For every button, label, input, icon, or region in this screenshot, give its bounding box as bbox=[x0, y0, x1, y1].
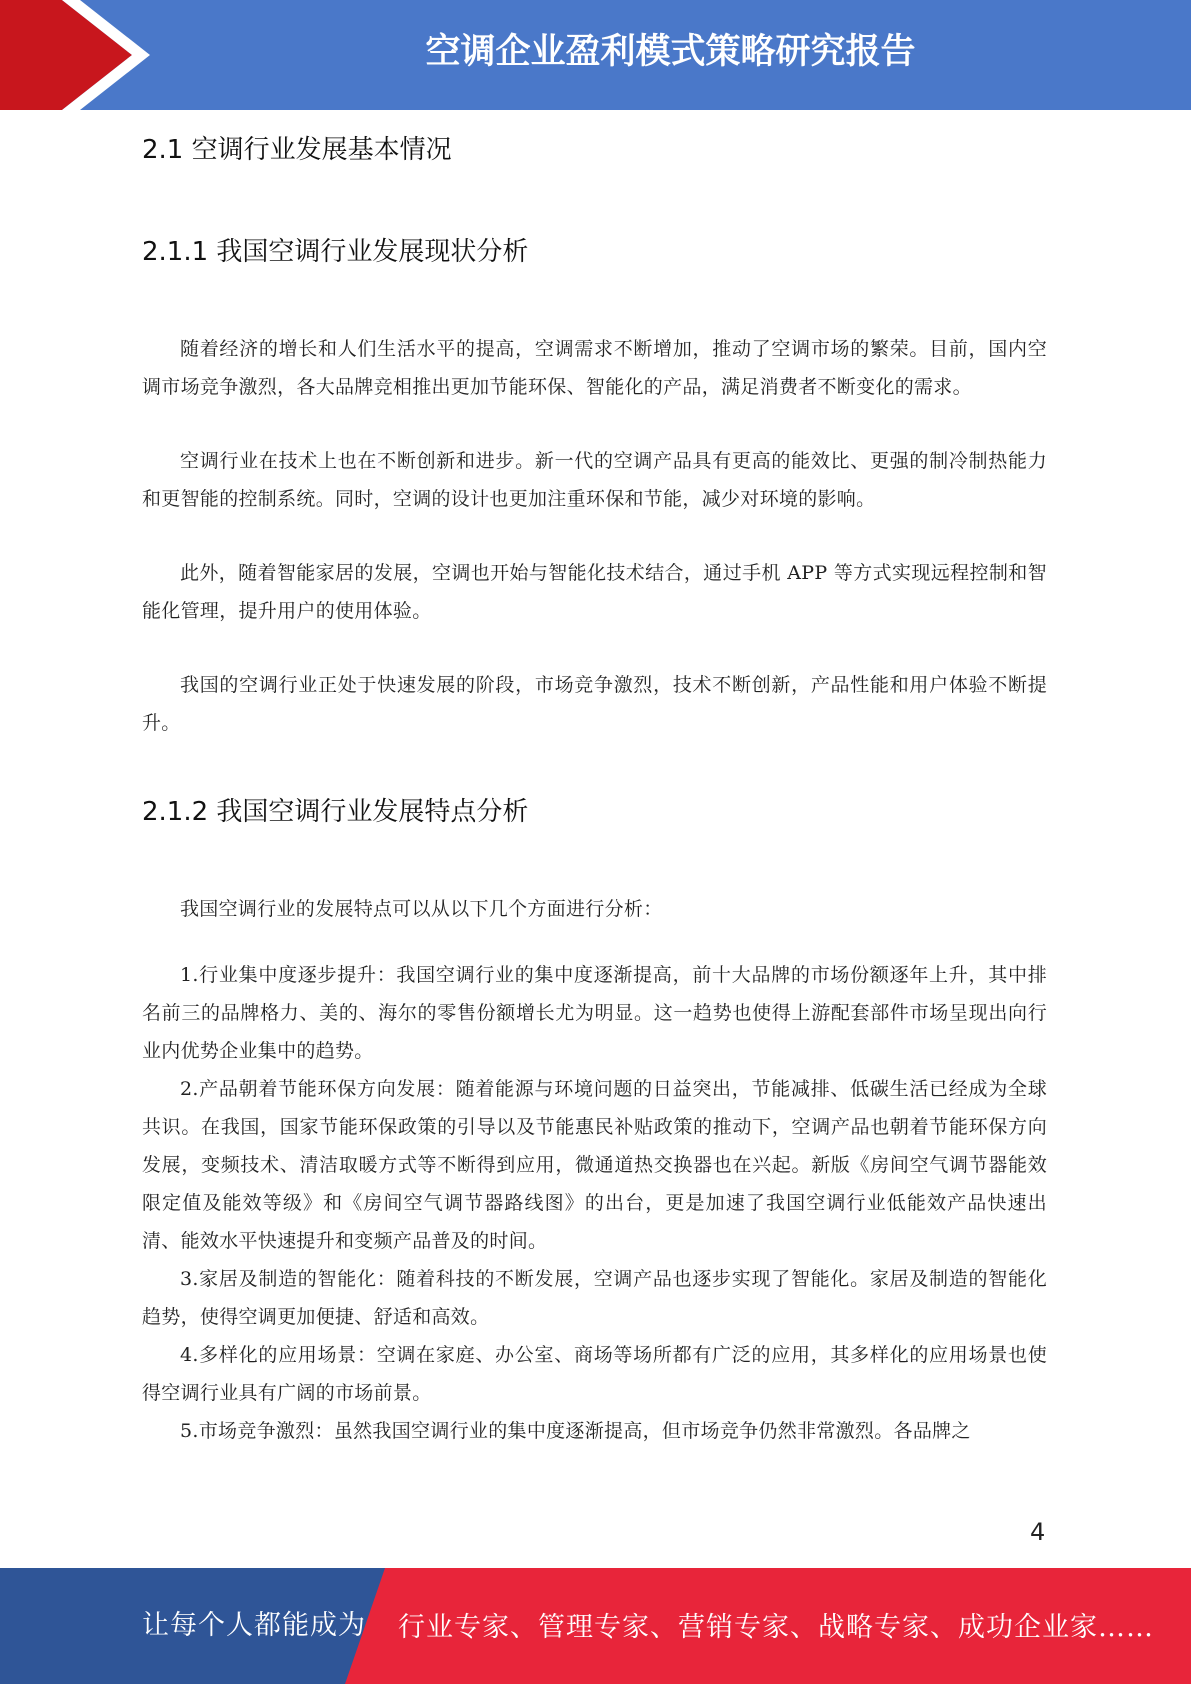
paragraph: 随着经济的增长和人们生活水平的提高，空调需求不断增加，推动了空调市场的繁荣。目前，国内空调市场竞争激烈，各大品牌竞相推出更加节能环保、智能化的产品，满足消费者不断变化的需求。 bbox=[142, 338, 1047, 398]
page-content bbox=[142, 130, 1047, 1450]
list-item: 3.家居及制造的智能化：随着科技的不断发展，空调产品也逐步实现了智能化。家居及制造的智能化趋势，使得空调更加便捷、舒适和高效。 bbox=[142, 1268, 1047, 1328]
paragraph: 我国的空调行业正处于快速发展的阶段，市场竞争激烈，技术不断创新，产品性能和用户体验不断提升。 bbox=[142, 674, 1047, 734]
page-footer bbox=[0, 1568, 1191, 1684]
list-item: 5.市场竞争激烈：虽然我国空调行业的集中度逐渐提高，但市场竞争仍然非常激烈。各品牌之 bbox=[180, 1420, 971, 1442]
section-heading: 2.1 空调行业发展基本情况 bbox=[142, 135, 452, 165]
page-header bbox=[0, 0, 1191, 110]
report-title: 空调企业盈利模式策略研究报告 bbox=[425, 32, 916, 72]
list-item: 4.多样化的应用场景：空调在家庭、办公室、商场等场所都有广泛的应用，其多样化的应用场景也使得空调行业具有广阔的市场前景。 bbox=[142, 1344, 1047, 1404]
subsection-heading-features: 2.1.2 我国空调行业发展特点分析 bbox=[142, 797, 529, 827]
paragraph: 空调行业在技术上也在不断创新和进步。新一代的空调产品具有更高的能效比、更强的制冷制热能力和更智能的控制系统。同时，空调的设计也更加注重环保和节能，减少对环境的影响。 bbox=[142, 450, 1047, 510]
list-item: 2.产品朝着节能环保方向发展：随着能源与环境问题的日益突出，节能减排、低碳生活已经成为全球共识。在我国，国家节能环保政策的引导以及节能惠民补贴政策的推动下，空调产品也朝着节能环保方向发展，变频技术、清洁取暖方式等不断得到应用，微通道热交换器也在兴起。新版《房间空气调节器能效限定值及能效等级》和《房间空气调节器路线图》的出台，更是加速了我国空调行业低能效产品快速出清、能效水平快速提升和变频产品普及的时间。 bbox=[142, 1078, 1047, 1252]
paragraph: 此外，随着智能家居的发展，空调也开始与智能化技术结合，通过手机 APP 等方式实现远程控制和智能化管理，提升用户的使用体验。 bbox=[142, 562, 1047, 622]
list-item: 1.行业集中度逐步提升：我国空调行业的集中度逐渐提高，前十大品牌的市场份额逐年上升，其中排名前三的品牌格力、美的、海尔的零售份额增长尤为明显。这一趋势也使得上游配套部件市场呈现出向行业内优势企业集中的趋势。 bbox=[142, 964, 1047, 1062]
subsection-heading-status: 2.1.1 我国空调行业发展现状分析 bbox=[142, 237, 529, 267]
page-number: 4 bbox=[1030, 1518, 1046, 1546]
footer-slogan-right: 行业专家、管理专家、营销专家、战略专家、成功企业家…… bbox=[398, 1612, 1154, 1643]
paragraph: 我国空调行业的发展特点可以从以下几个方面进行分析： bbox=[180, 898, 663, 920]
footer-slogan-left: 让每个人都能成为 bbox=[142, 1610, 366, 1641]
